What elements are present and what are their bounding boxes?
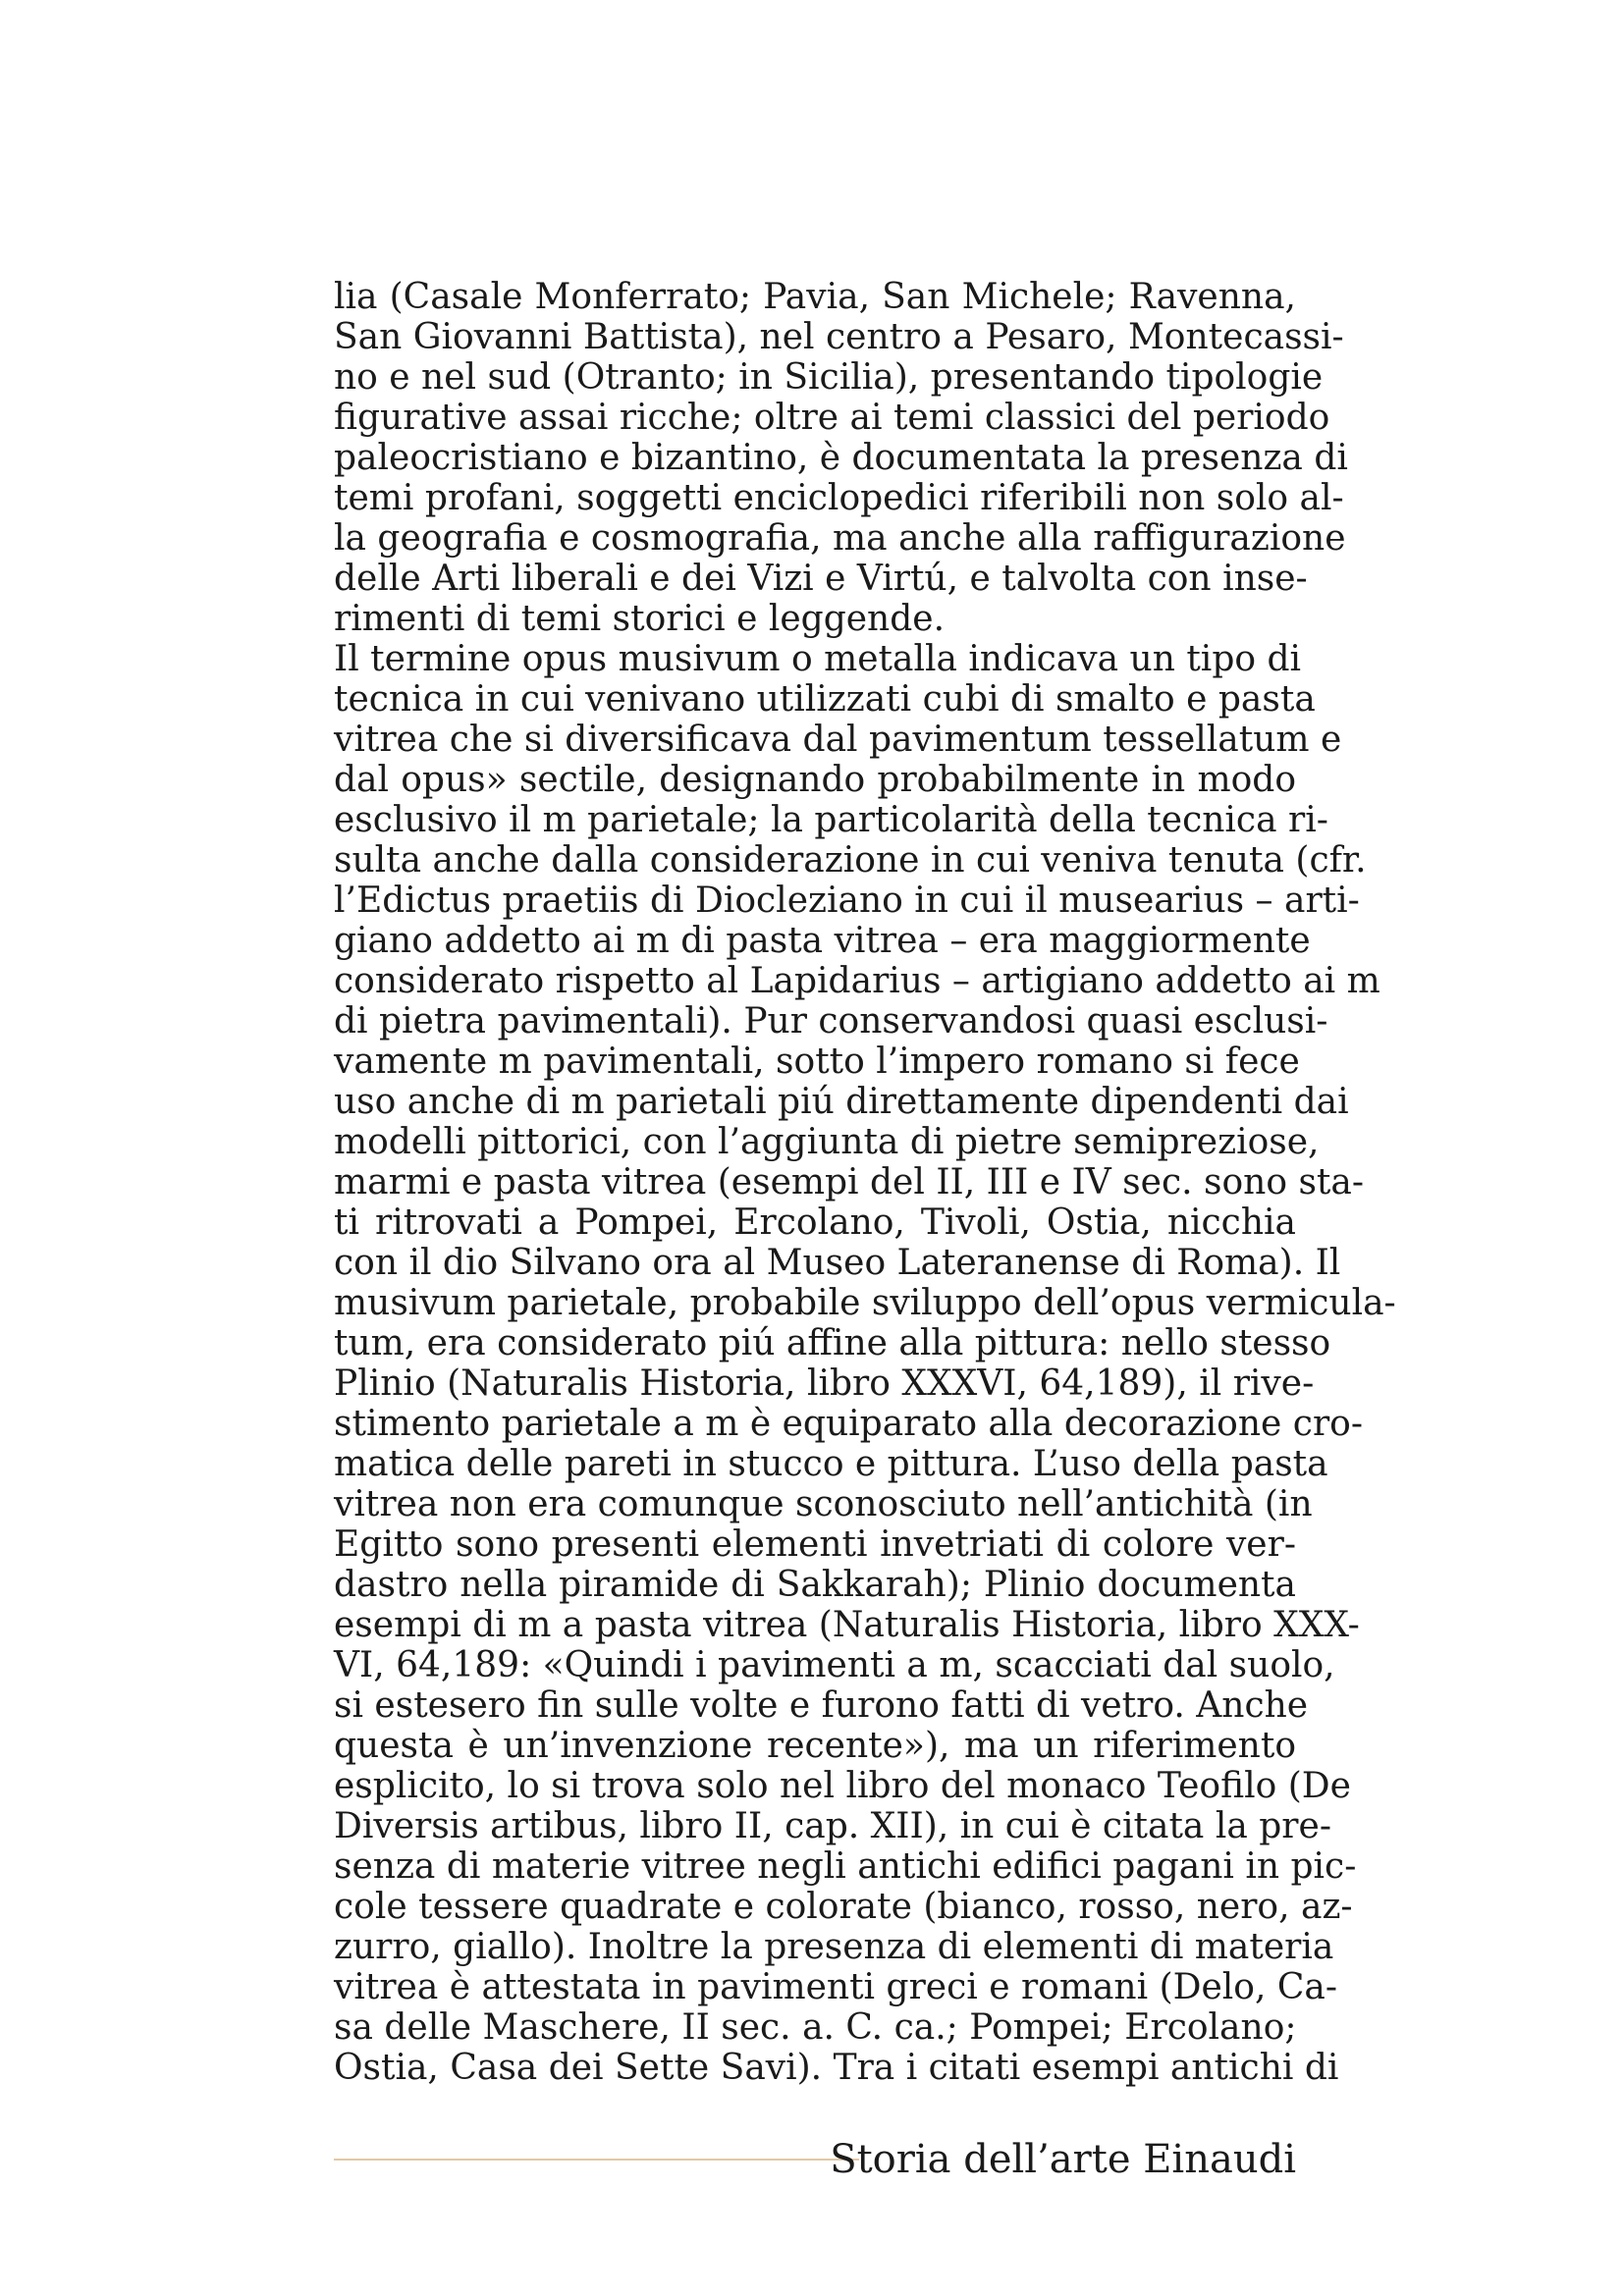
text-line: cole tessere quadrate e colorate (bianco, rosso, nero, az-: [334, 1887, 1353, 1927]
text-line: di pietra pavimentali). Pur conservandosi quasi esclusi-: [334, 1001, 1328, 1041]
text-line: VI, 64,189: «Quindi i pavimenti a m, scacciati dal suolo,: [334, 1645, 1335, 1685]
text-line: Diversis artibus, libro II, cap. XII), in cui è citata la pre-: [334, 1806, 1331, 1846]
text-line: lia (Casale Monferrato; Pavia, San Michele; Ravenna,: [334, 277, 1296, 317]
text-line: Plinio (Naturalis Historia, libro XXXVI, 64,189), il rive-: [334, 1363, 1315, 1404]
text-line: Egitto sono presenti elementi invetriati di colore ver-: [334, 1524, 1296, 1565]
text-line: tecnica in cui venivano utilizzati cubi di smalto e pasta: [334, 679, 1316, 720]
text-line: stimento parietale a m è equiparato alla decorazione cro-: [334, 1404, 1363, 1444]
text-line: sulta anche dalla considerazione in cui veniva tenuta (cfr.: [334, 840, 1367, 881]
text-line: ti ritrovati a Pompei, Ercolano, Tivoli, Ostia, nicchia: [334, 1202, 1296, 1243]
text-line: modelli pittorici, con l’aggiunta di pietre semipreziose,: [334, 1122, 1320, 1162]
text-line: dastro nella piramide di Sakkarah); Plinio documenta: [334, 1565, 1296, 1605]
text-line: l’Edictus praetiis di Diocleziano in cui il musearius – arti-: [334, 881, 1360, 921]
text-line: no e nel sud (Otranto; in Sicilia), presentando tipologie: [334, 357, 1324, 398]
text-line: Il termine opus musivum o metalla indicava un tipo di: [334, 639, 1302, 679]
text-line: zurro, giallo). Inoltre la presenza di elementi di materia: [334, 1927, 1334, 1967]
text-line: delle Arti liberali e dei Vizi e Virtú, e talvolta con inse-: [334, 559, 1308, 599]
body-text: [334, 277, 1396, 2088]
text-line: vitrea è attestata in pavimenti greci e romani (Delo, Ca-: [334, 1967, 1338, 2007]
text-line: giano addetto ai m di pasta vitrea – era maggiormente: [334, 921, 1311, 961]
text-line: vitrea non era comunque sconosciuto nell’antichità (in: [334, 1484, 1313, 1524]
text-line: musivum parietale, probabile sviluppo dell’opus vermicula-: [334, 1283, 1396, 1323]
text-line: marmi e pasta vitrea (esempi del II, III e IV sec. sono sta-: [334, 1162, 1365, 1202]
text-line: esempi di m a pasta vitrea (Naturalis Historia, libro XXX-: [334, 1605, 1360, 1645]
text-line: esplicito, lo si trova solo nel libro del monaco Teofilo (De: [334, 1766, 1351, 1806]
text-line: figurative assai ricche; oltre ai temi classici del periodo: [334, 398, 1330, 438]
text-line: esclusivo il m parietale; la particolarità della tecnica ri-: [334, 800, 1328, 840]
text-line: uso anche di m parietali piú direttamente dipendenti dai: [334, 1082, 1349, 1122]
text-line: matica delle pareti in stucco e pittura. L’uso della pasta: [334, 1444, 1328, 1484]
text-line: la geografia e cosmografia, ma anche alla raffigurazione: [334, 518, 1346, 559]
footer-divider: [334, 2159, 859, 2161]
text-line: paleocristiano e bizantino, è documentata la presenza di: [334, 438, 1348, 478]
footer-publication-title: Storia dell’arte Einaudi: [830, 2137, 1296, 2182]
text-line: tum, era considerato piú affine alla pittura: nello stesso: [334, 1323, 1331, 1363]
text-line: San Giovanni Battista), nel centro a Pesaro, Montecassi-: [334, 317, 1344, 357]
text-line: si estesero fin sulle volte e furono fatti di vetro. Anche: [334, 1685, 1309, 1726]
text-line: considerato rispetto al Lapidarius – artigiano addetto ai m: [334, 961, 1380, 1001]
text-line: vamente m pavimentali, sotto l’impero romano si fece: [334, 1041, 1300, 1082]
text-line: questa è un’invenzione recente»), ma un riferimento: [334, 1726, 1296, 1766]
text-line: sa delle Maschere, II sec. a. C. ca.; Pompei; Ercolano;: [334, 2007, 1297, 2048]
text-line: dal opus» sectile, designando probabilmente in modo: [334, 760, 1296, 800]
text-line: rimenti di temi storici e leggende.: [334, 599, 946, 639]
text-line: con il dio Silvano ora al Museo Lateranense di Roma). Il: [334, 1243, 1341, 1283]
text-line: vitrea che si diversificava dal pavimentum tessellatum e: [334, 720, 1342, 760]
text-line: Ostia, Casa dei Sette Savi). Tra i citati esempi antichi di: [334, 2048, 1339, 2088]
text-line: senza di materie vitree negli antichi edifici pagani in pic-: [334, 1846, 1357, 1887]
text-line: temi profani, soggetti enciclopedici riferibili non solo al-: [334, 478, 1344, 518]
